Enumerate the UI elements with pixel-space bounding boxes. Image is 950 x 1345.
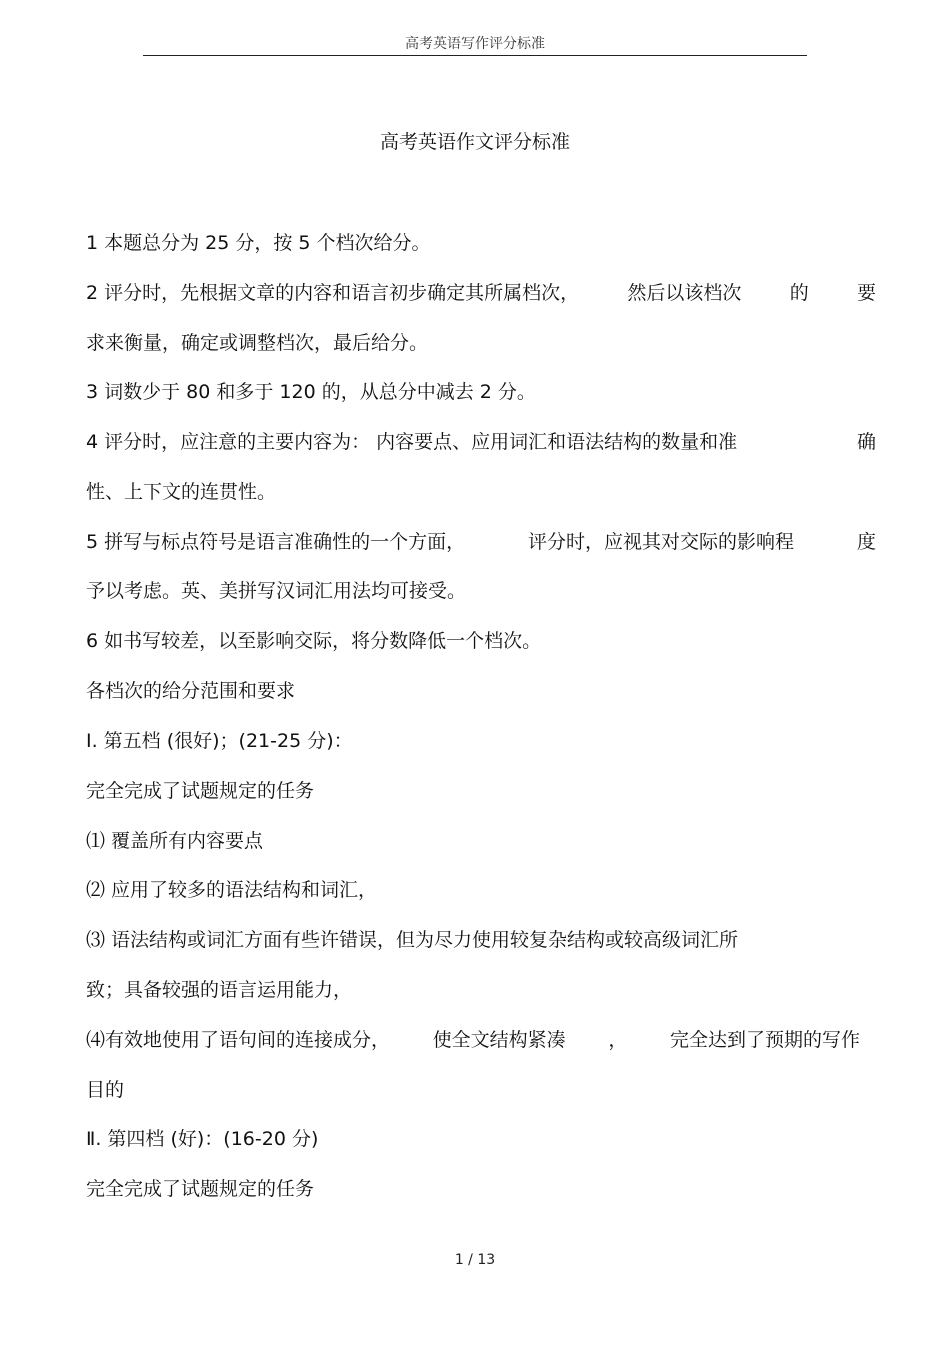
rule-5-part-c: 度: [856, 531, 876, 553]
level-5-item-1: ⑴ 覆盖所有内容要点: [86, 830, 264, 852]
rule-3: 3 词数少于 80 和多于 120 的，从总分中减去 2 分。: [86, 381, 536, 403]
level-5-item-4: [86, 1026, 860, 1054]
running-header: 高考英语写作评分标准: [405, 36, 545, 52]
level-5-item-2: ⑵ 应用了较多的语法结构和词汇，: [86, 879, 378, 901]
rule-4-part-b: 确: [856, 431, 876, 453]
rule-5-part-a: 5 拼写与标点符号是语言准确性的一个方面，: [86, 531, 466, 553]
rule-6: 6 如书写较差，以至影响交际，将分数降低一个档次。: [86, 630, 542, 652]
rule-4-continuation: 性、上下文的连贯性。: [86, 481, 277, 503]
level-5-heading: Ⅰ. 第五档 (很好)；(21-25 分)：: [86, 730, 353, 752]
rule-2-part-d: 要: [856, 282, 876, 304]
level-5-item-4-continuation: 目的: [86, 1079, 125, 1101]
header-rule: [143, 55, 807, 56]
level-5-item-3-continuation: 致；具备较强的语言运用能力，: [86, 979, 353, 1001]
level-5-item-4-part-b: 使全文结构紧凑: [432, 1029, 566, 1051]
level-5-item-4-part-d: 完全达到了预期的写作: [669, 1029, 860, 1051]
level-5-item-4-part-a: ⑷有效地使用了语句间的连接成分，: [86, 1029, 391, 1051]
rule-5-continuation: 予以考虑。英、美拼写汉词汇用法均可接受。: [86, 580, 467, 602]
rule-4-part-a: 4 评分时，应注意的主要内容为： 内容要点、应用词汇和语法结构的数量和准: [86, 431, 738, 453]
rule-2: [86, 279, 876, 307]
rule-2-part-a: 2 评分时，先根据文章的内容和语言初步确定其所属档次，: [86, 282, 580, 304]
level-5-item-3: ⑶ 语法结构或词汇方面有些许错误，但为尽力使用较复杂结构或较高级词汇所: [86, 929, 739, 951]
rule-4: [86, 428, 876, 456]
level-4-summary: 完全完成了试题规定的任务: [86, 1178, 315, 1200]
levels-heading: 各档次的给分范围和要求: [86, 680, 296, 702]
rule-2-continuation: 求来衡量，确定或调整档次，最后给分。: [86, 332, 429, 354]
level-4-heading: Ⅱ. 第四档 (好)：(16-20 分): [86, 1128, 319, 1150]
rule-5: [86, 528, 876, 556]
rule-2-part-b: 然后以该档次: [627, 282, 742, 304]
document-title: 高考英语作文评分标准: [379, 131, 570, 153]
level-5-summary: 完全完成了试题规定的任务: [86, 780, 315, 802]
rule-1: 1 本题总分为 25 分，按 5 个档次给分。: [86, 232, 431, 254]
rule-2-part-c: 的: [789, 282, 809, 304]
level-5-item-4-part-c: ，: [608, 1029, 628, 1051]
page-indicator: 1 / 13: [454, 1252, 496, 1268]
rule-5-part-b: 评分时，应视其对交际的影响程: [528, 531, 795, 553]
